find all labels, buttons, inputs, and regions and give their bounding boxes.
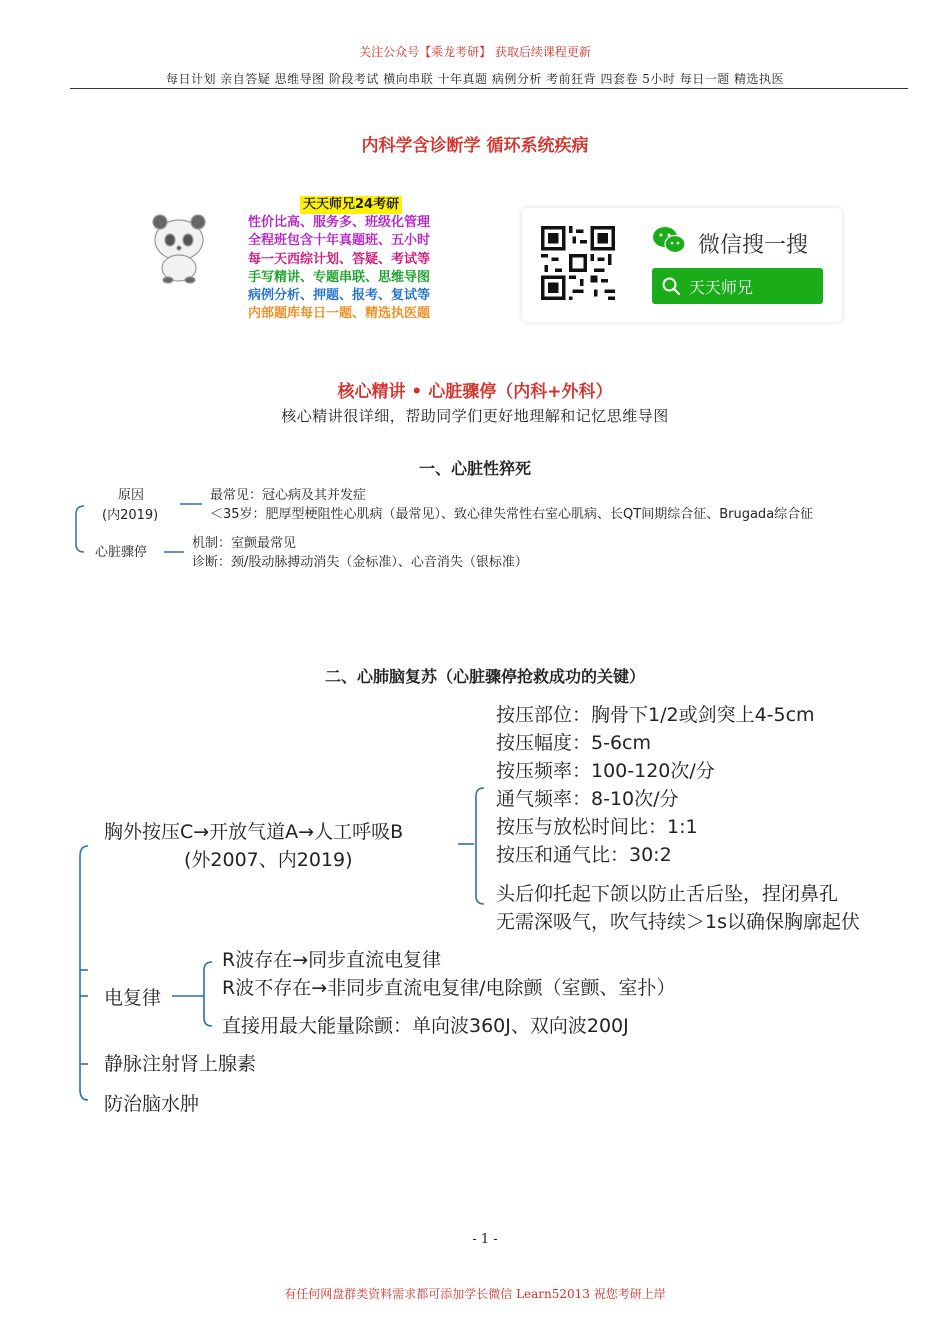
cab-year: (外2007、内2019) [184,849,353,871]
qr-code-icon[interactable] [541,226,615,300]
cab-note: 头后仰托起下颌以防止舌后坠，捏闭鼻孔 [496,883,839,905]
cab-item: 按压和通气比：30:2 [496,844,672,866]
promo-headline: 天天师兄24考研 [300,196,402,214]
epinephrine-label: 静脉注射肾上腺素 [104,1053,257,1075]
part1-heading: 一、心脏性猝死 [418,459,531,478]
footer-notice: 有任何网盘群类资料需求都可添加学长微信 Learn52013 祝您考研上岸 [284,1287,666,1301]
cause-item: ＜35岁：肥厚型梗阻性心肌病（最常见）、致心律失常性右室心肌病、长QT间期综合征、Brugada综合征 [210,507,814,522]
promo-line: 手写精讲、专题串联、思维导图 [248,269,431,285]
part2-heading: 二、心肺脑复苏（心脏骤停抢救成功的关键） [324,667,645,686]
cab-label: 胸外按压C→开放气道A→人工呼吸B [104,821,404,843]
defib-label: 电复律 [104,987,162,1009]
header-divider [70,88,908,89]
cause-year: (内2019) [102,508,159,523]
cab-item: 按压部位：胸骨下1/2或剑突上4-5cm [496,704,815,726]
wechat-search-label: 天天师兄 [689,278,754,297]
search-icon [661,276,681,296]
wechat-logo-icon [652,225,686,255]
cab-note: 无需深吸气，吹气持续＞1s以确保胸廓起伏 [496,911,860,933]
defib-item: 直接用最大能量除颤：单向波360J、双向波200J [222,1015,629,1037]
section-title: 核心精讲 • 心脏骤停（内科+外科） [337,382,613,402]
cause-item: 最常见：冠心病及其并发症 [210,488,367,503]
arrest-item: 诊断：颈/股动脉搏动消失（金标准）、心音消失（银标准） [192,555,528,570]
cab-item: 通气频率：8-10次/分 [496,788,679,810]
promo-line: 性价比高、服务多、班级化管理 [248,215,431,231]
wechat-search-button[interactable] [652,268,823,304]
promo-line: 全程班包含十年真题班、五小时 [248,233,431,249]
wechat-search-title: 微信搜一搜 [698,233,809,258]
promo-text-block [248,196,460,323]
promo-line: 病例分析、押题、报考、复试等 [248,288,431,304]
document-title: 内科学含诊断学 循环系统疾病 [361,136,589,156]
cab-item: 按压与放松时间比：1:1 [496,816,698,838]
promo-line: 内部题库每日一题、精选执医题 [248,306,431,322]
cerebral-edema-label: 防治脑水肿 [104,1093,200,1115]
header-nav-line: 每日计划 亲自答疑 思维导图 阶段考试 横向串联 十年真题 病例分析 考前狂背 四套卷 5小时 每日一题 精选执医 [165,72,785,86]
arrest-label: 心脏骤停 [95,545,148,560]
header-notice: 关注公众号【乘龙考研】 获取后续课程更新 [359,45,591,59]
defib-item: R波存在→同步直流电复律 [222,949,442,971]
cause-label: 原因 [118,488,145,503]
arrest-item: 机制：室颤最常见 [192,536,297,551]
promo-line: 每一天西综计划、答疑、考试等 [248,251,431,267]
panda-mascot-icon [138,204,220,286]
section-subtitle: 核心精讲很详细，帮助同学们更好地理解和记忆思维导图 [281,407,669,425]
cab-item: 按压幅度：5-6cm [496,732,651,754]
page-number: - 1 - [472,1232,498,1247]
defib-item: R波不存在→非同步直流电复律/电除颤（室颤、室扑） [222,977,676,999]
cab-item: 按压频率：100-120次/分 [496,760,715,782]
